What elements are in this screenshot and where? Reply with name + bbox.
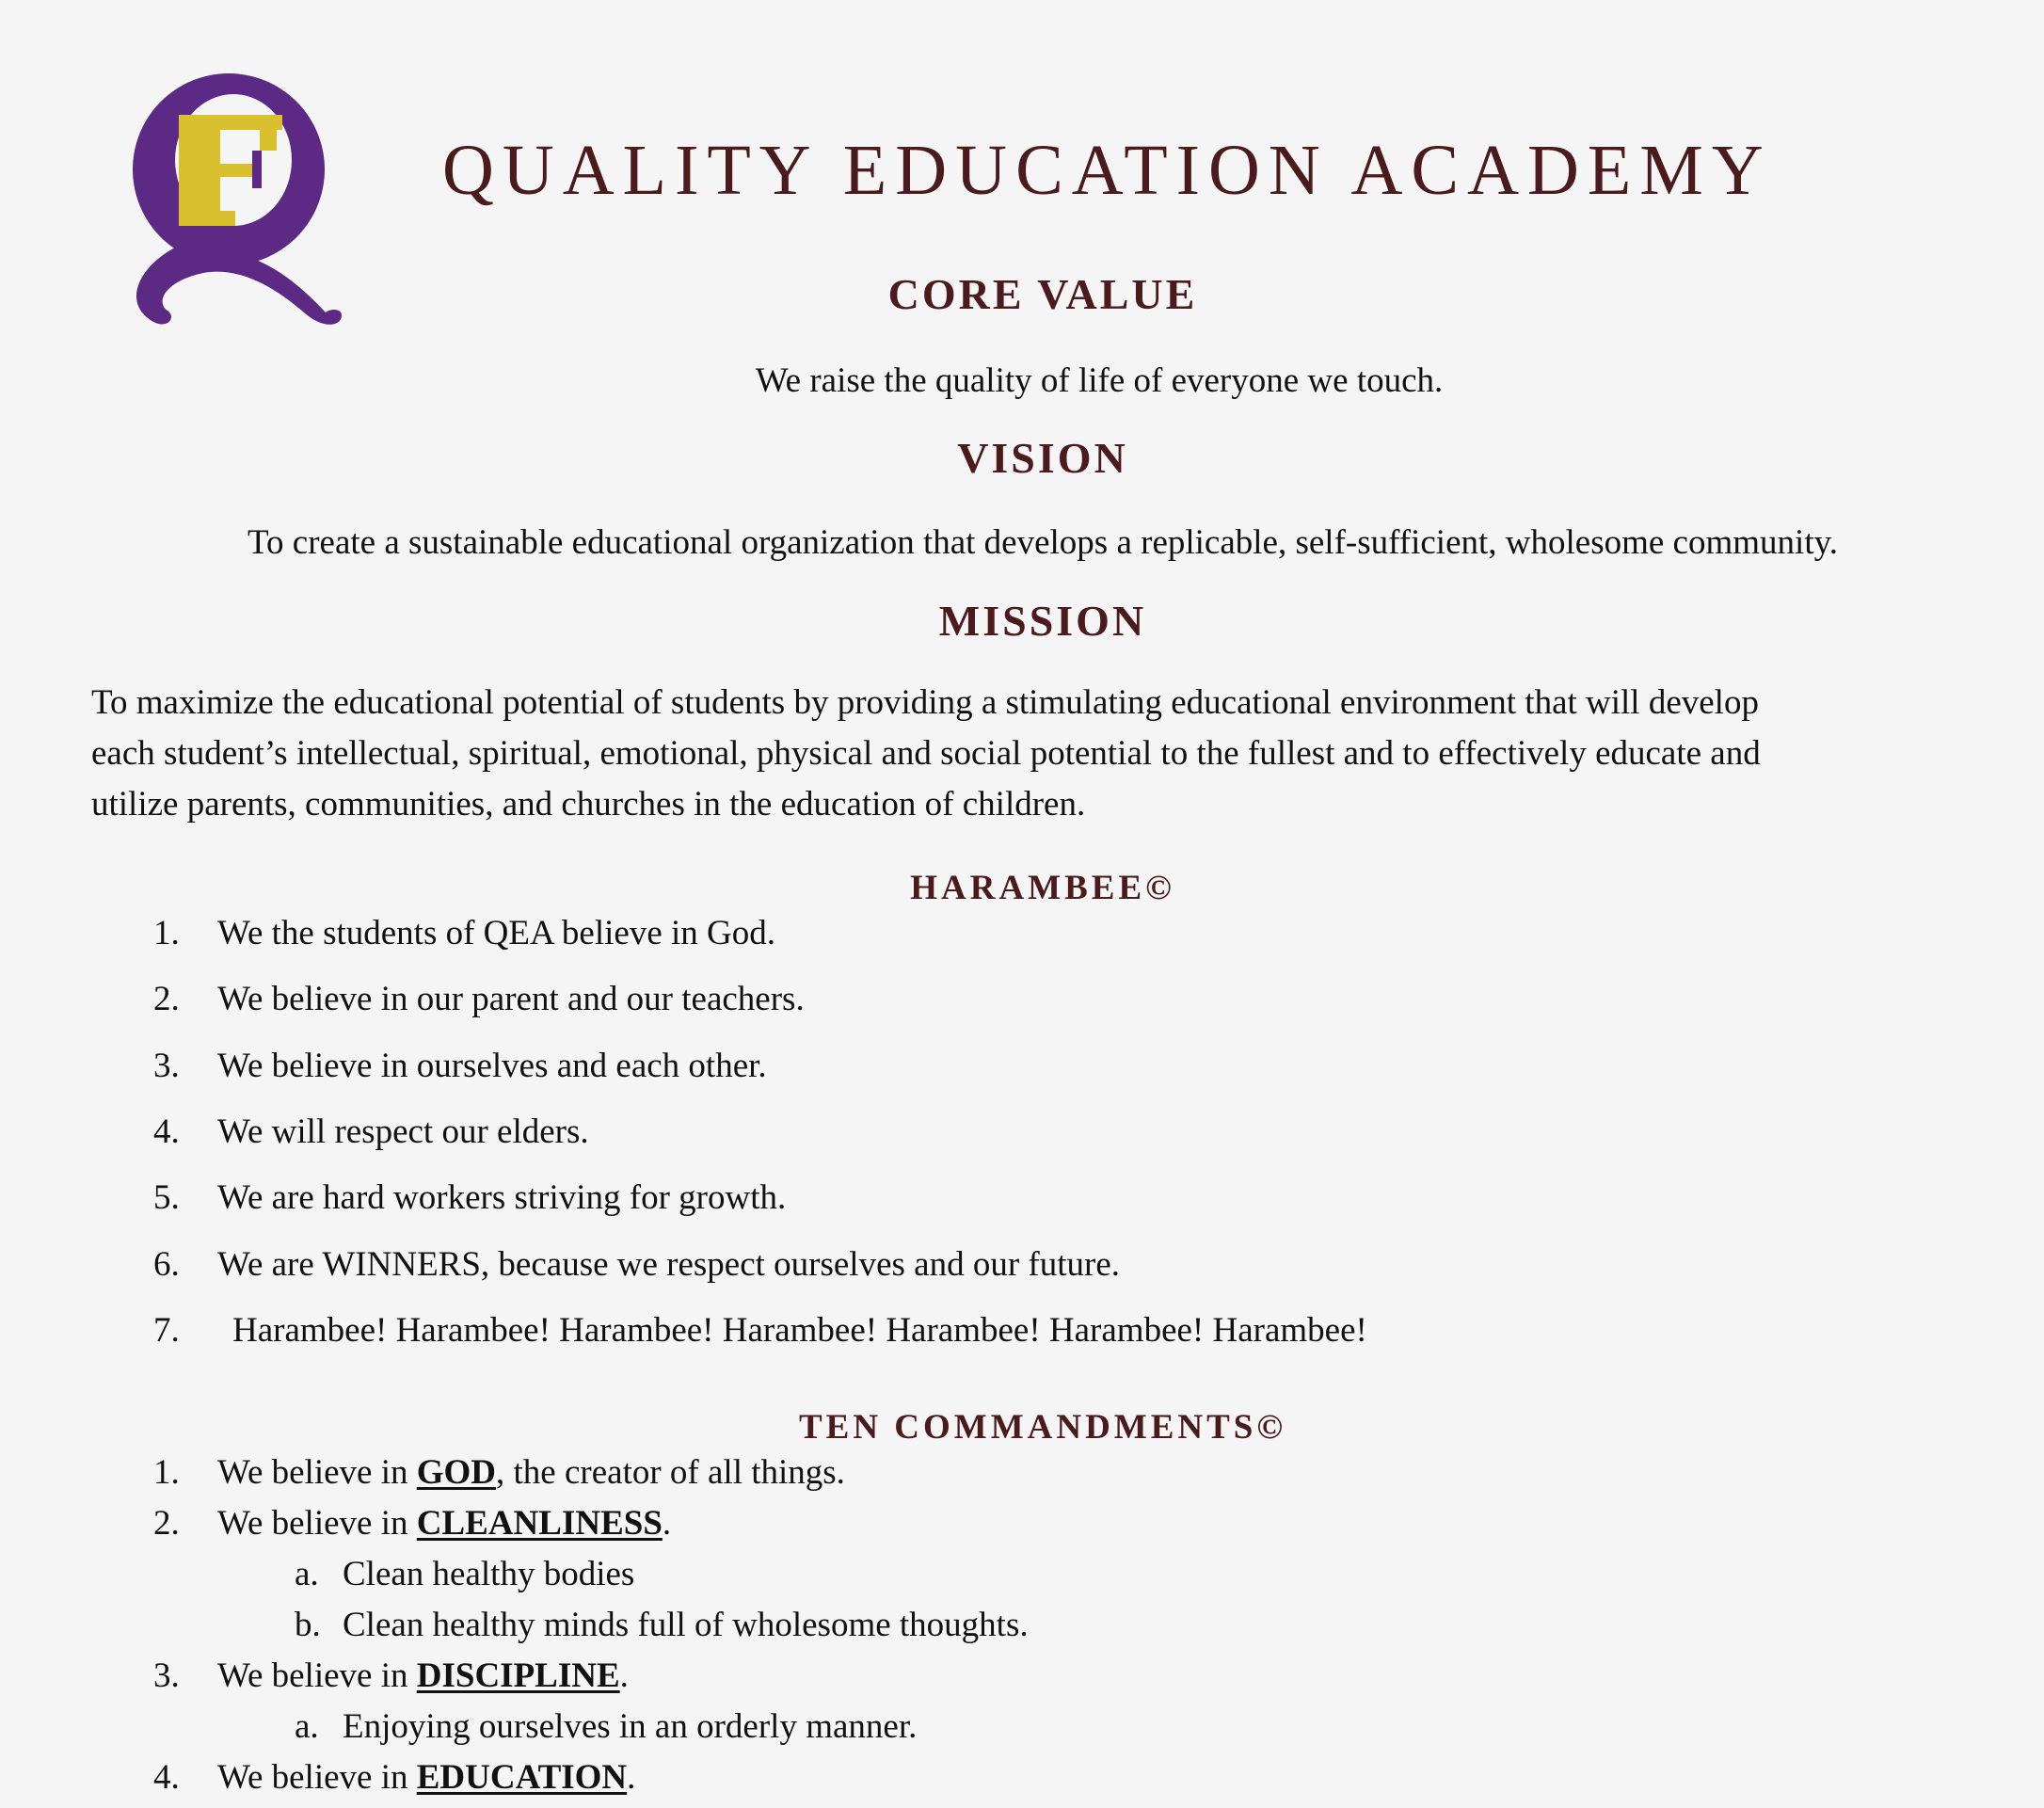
harambee-heading: HARAMBEE© (910, 869, 1175, 907)
mission-line: each student’s intellectual, spiritual, emotional, physical and social potential to the fullest and to effectively educate and (91, 734, 1761, 773)
vision-heading: VISION (957, 434, 1128, 482)
ten-commandments-heading: TEN COMMANDMENTS© (798, 1408, 1287, 1447)
commandment-keyword: DISCIPLINE (416, 1656, 620, 1695)
commandment-keyword: CLEANLINESS (416, 1504, 663, 1543)
mission-line: utilize parents, communities, and churches in the education of children. (91, 785, 1086, 824)
page-title: QUALITY EDUCATION ACADEMY (442, 131, 1772, 210)
vision-text: To create a sustainable educational organization that develops a replicable, self-sufficient, wholesome community. (248, 523, 1838, 562)
commandment-keyword: EDUCATION (416, 1758, 628, 1797)
commandment-keyword: GOD (416, 1453, 497, 1492)
mission-line: To maximize the educational potential of students by providing a stimulating educational environment that will develop (91, 683, 1759, 722)
core-value-heading: CORE VALUE (887, 270, 1198, 318)
mission-heading: MISSION (938, 597, 1147, 645)
core-value-text: We raise the quality of life of everyone we touch. (755, 361, 1444, 400)
mission-text (91, 678, 1973, 830)
